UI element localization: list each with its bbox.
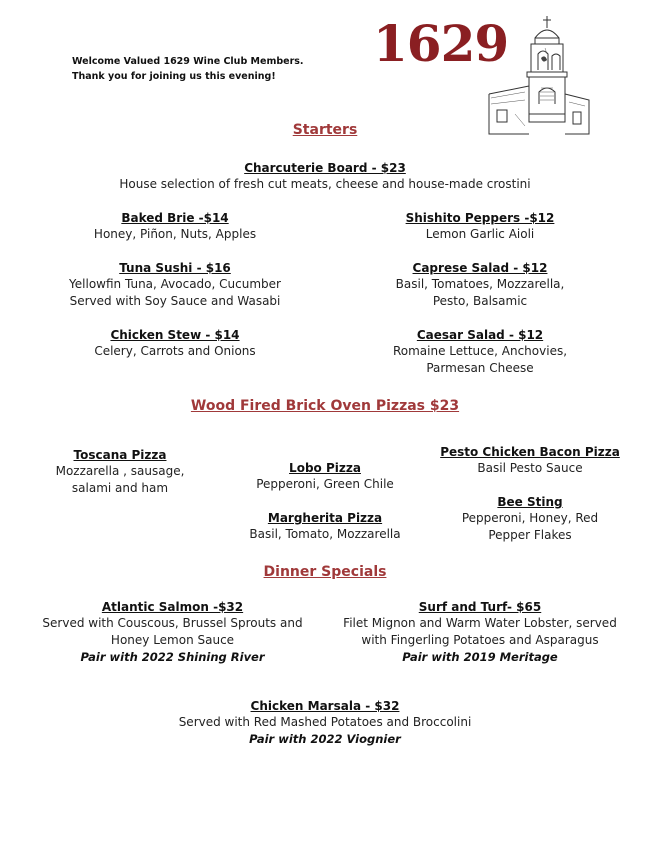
item-title: Bee Sting: [497, 495, 563, 509]
item-title: Margherita Pizza: [267, 511, 383, 525]
item-desc: Romaine Lettuce, Anchovies,: [392, 344, 568, 358]
item-title: Atlantic Salmon -$32: [101, 600, 244, 614]
item-title: Caprese Salad - $12: [412, 261, 548, 275]
section-title-starters: Starters: [292, 122, 358, 138]
menu-item-chicken-marsala: [0, 698, 650, 748]
menu-item-surf-and-turf: [330, 599, 630, 666]
menu-item-pesto-chicken-bacon-pizza: [430, 444, 630, 477]
logo-1629: 1629: [373, 14, 509, 73]
welcome-message: [72, 54, 304, 84]
item-desc: Parmesan Cheese: [426, 361, 534, 375]
item-desc: Basil Pesto Sauce: [477, 461, 583, 475]
menu-item-bee-sting: [430, 494, 630, 544]
item-title: Shishito Peppers -$12: [405, 211, 555, 225]
item-desc: Filet Mignon and Warm Water Lobster, served: [343, 616, 617, 630]
menu-item-shishito-peppers: [350, 210, 610, 243]
welcome-line-2: Thank you for joining us this evening!: [72, 71, 276, 82]
menu-item-caesar-salad: [350, 327, 610, 377]
item-desc: Basil, Tomatoes, Mozzarella,: [395, 277, 565, 291]
menu-item-margherita-pizza: [225, 510, 425, 543]
item-desc: Honey Lemon Sauce: [110, 633, 235, 647]
item-desc: with Fingerling Potatoes and Asparagus: [361, 633, 599, 647]
item-desc: Lemon Garlic Aioli: [425, 227, 535, 241]
item-title: Lobo Pizza: [289, 461, 361, 475]
item-desc: Pesto, Balsamic: [432, 294, 528, 308]
item-desc: salami and ham: [71, 481, 169, 495]
item-desc: Pepperoni, Green Chile: [256, 477, 394, 491]
item-desc: Basil, Tomato, Mozzarella: [249, 527, 401, 541]
item-desc: Served with Couscous, Brussel Sprouts and: [42, 616, 303, 630]
bell-tower-sketch-icon: [485, 14, 595, 139]
menu-item-charcuterie: [0, 160, 650, 193]
menu-item-tuna-sushi: [40, 260, 310, 310]
welcome-line-1: Welcome Valued 1629 Wine Club Members.: [72, 56, 304, 67]
item-desc: Yellowfin Tuna, Avocado, Cucumber: [69, 277, 281, 291]
section-title-pizzas: Wood Fired Brick Oven Pizzas $23: [190, 398, 460, 414]
item-desc: Served with Red Mashed Potatoes and Broccolini: [178, 715, 472, 729]
item-desc: Celery, Carrots and Onions: [94, 344, 256, 358]
wine-pairing: Pair with 2019 Meritage: [402, 650, 558, 664]
item-desc: Mozzarella , sausage,: [55, 464, 185, 478]
menu-item-caprese-salad: [350, 260, 610, 310]
menu-item-baked-brie: [40, 210, 310, 243]
item-desc: Pepperoni, Honey, Red: [461, 511, 599, 525]
item-desc: Served with Soy Sauce and Wasabi: [69, 294, 281, 308]
wine-pairing: Pair with 2022 Viognier: [249, 732, 401, 746]
menu-item-lobo-pizza: [225, 460, 425, 493]
menu-item-chicken-stew: [40, 327, 310, 360]
item-title: Caesar Salad - $12: [416, 328, 544, 342]
item-title: Toscana Pizza: [73, 448, 167, 462]
item-desc: House selection of fresh cut meats, cheese and house-made crostini: [119, 177, 531, 191]
item-desc: Pepper Flakes: [488, 528, 572, 542]
item-desc: Honey, Piñon, Nuts, Apples: [93, 227, 257, 241]
item-title: Chicken Marsala - $32: [250, 699, 400, 713]
item-title: Chicken Stew - $14: [110, 328, 240, 342]
menu-item-toscana-pizza: [40, 447, 200, 497]
item-title: Baked Brie -$14: [121, 211, 229, 225]
item-title: Tuna Sushi - $16: [119, 261, 231, 275]
wine-pairing: Pair with 2022 Shining River: [80, 650, 265, 664]
item-title: Pesto Chicken Bacon Pizza: [440, 445, 620, 459]
item-title: Charcuterie Board - $23: [244, 161, 406, 175]
menu-item-atlantic-salmon: [20, 599, 325, 666]
item-title: Surf and Turf- $65: [418, 600, 542, 614]
section-title-dinner-specials: Dinner Specials: [263, 564, 387, 580]
